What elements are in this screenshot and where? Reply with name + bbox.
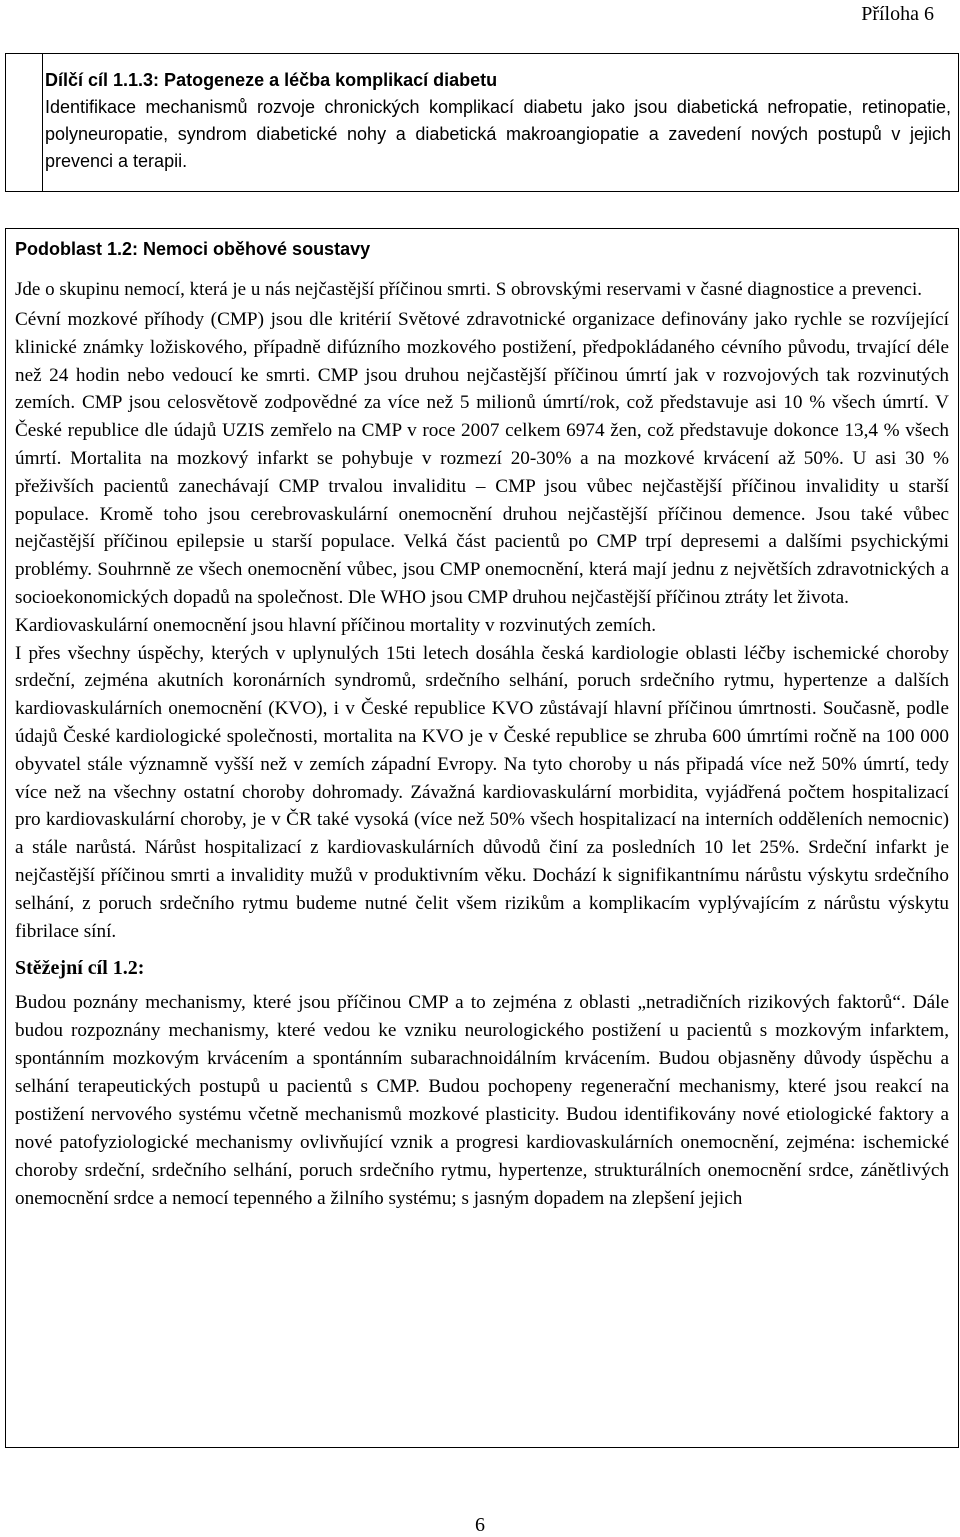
subarea-title: Podoblast 1.2: Nemoci oběhové soustavy <box>15 239 371 259</box>
cardiology-paragraph: I přes všechny úspěchy, kterých v uplynulých 15ti letech dosáhla česká kardiologie oblasti léčby ischemické choroby srdeční, zejména akutních koronárních syndromů, srdečního selhání, poruch srdečního rytmu, hypertenze a dalších kardiovaskulárních onemocnění (KVO), i v České republice KVO zůstávají hlavní příčinou úmrtnosti. Současně, podle údajů České kardiologické společnosti, mortalita na KVO je v České republice se zhruba 600 úmrtími ročně na 100 000 obyvatel stále významně vyšší než v zemích západní Evropy. Na tyto choroby u nás připadá více než 50% úmrtí, tedy více než na všechny ostatní choroby dohromady. Závažná kardiovaskulární morbidita, vyjádřená počtem hospitalizací pro kardiovaskulární choroby, je v ČR také vysoká (více než 50% všech hospitalizací na interních odděleních nemocnic) a stále narůstá. Nárůst hospitalizací z kardiovaskulárních důvodů činí za posledních 10 let 25%. Srdeční infarkt je nejčastější příčinou smrti a invalidity mužů v produktivním věku. Dochází k signifikantnímu nárůstu výskytu srdečního selhání, z poruch srdečního rytmu budeme nutné čelit všem rizikům a komplikacím vyplývajícím z nárůstu výskytu fibrilace síní. <box>15 642 949 942</box>
cardio-mortality-paragraph: Kardiovaskulární onemocnění jsou hlavní příčinou mortality v rozvinutých zemích. <box>15 614 657 636</box>
stroke-paragraph: Cévní mozkové příhody (CMP) jsou dle kritérií Světové zdravotnické organizace definovány jako rychle se rozvíjející klinické známky ložiskového, případně difúzního mozkového postižení, předpokládaného cévního původu, trvající déle než 24 hodin nebo vedoucí ke smrti. CMP jsou druhou nejčastější příčinou úmrtí jak v rozvojových tak rozvinutých zemích. CMP jsou celosvětově zodpovědné za více než 5 milionů úmrtí/rok, což představuje asi 10 % všech úmrtí. V České republice dle údajů UZIS zemřelo na CMP v roce 2007 celkem 6974 žen, což představuje dokonce 13,4 % všech úmrtí. Mortalita na mozkový infarkt se pohybuje v rozmezí 20-30% a na mozkové krvácení až 50%. U asi 30 % přeživších pacientů zanechávají CMP trvalou invaliditu – CMP jsou vůbec nejčastější příčinou invalidity u starší populace. Kromě toho jsou cerebrovaskulární onemocnění druhou nejčastější příčinou demence. Jsou také vůbec nejčastější příčinou epilepsie u starší populace. Velká část pacientů po CMP trpí depresemi a dalšími psychickými problémy. Souhrnně ze všech onemocnění vůbec, jsou CMP onemocnění, která mají jednu z největších zdravotnických a socioekonomických dopadů na společnost. Dle WHO jsou CMP druhou nejčastější příčinou ztráty let života. <box>15 309 949 608</box>
page-number: 6 <box>475 1514 485 1536</box>
objective-title: Dílčí cíl 1.1.3: Patogeneze a léčba komplikací diabetu <box>45 70 498 90</box>
subarea-box <box>5 228 959 1448</box>
subarea-intro: Jde o skupinu nemocí, která je u nás nejčastější příčinou smrti. S obrovskými reservami v časné diagnostice a prevenci. <box>15 279 923 300</box>
objective-box <box>5 53 959 192</box>
key-objective-title: Stěžejní cíl 1.2: <box>15 957 145 980</box>
key-objective-text: Budou poznány mechanismy, které jsou příčinou CMP a to zejména z oblasti „netradičních rizikových faktorů“. Dále budou rozpoznány mechanismy, které vedou ke vzniku neurologického postižení u pacientů s mozkovým infarktem, spontánním mozkovým krvácením a spontánním subarachnoidálním krvácením. Budou objasněny důvody úspěchu a selhání terapeutických postupů u pacientů s CMP. Budou pochopeny regenerační mechanismy, které jsou reakcí na postižení nervového systému včetně mechanismů mozkové plasticity. Budou identifikovány nové etiologické faktory a nové patofyziologické mechanismy ovlivňující vznik a progresi kardiovaskulárních onemocnění, zejména: ischemické choroby srdeční, srdečního selhání, poruch srdečního rytmu, hypertenze, strukturálních onemocnění srdce, zánětlivých onemocnění srdce a nemocí tepenného a žilního systému; s jasným dopadem na zlepšení jejich <box>15 992 949 1210</box>
objective-box-content <box>42 53 959 192</box>
objective-text: Identifikace mechanismů rozvoje chronických komplikací diabetu jako jsou diabetická nefropatie, retinopatie, polyneuropatie, syndrom diabetické nohy a diabetická makroangiopatie a zavedení nových postupů v jejich prevenci a terapii. <box>45 97 951 171</box>
annex-label: Příloha 6 <box>861 3 934 25</box>
